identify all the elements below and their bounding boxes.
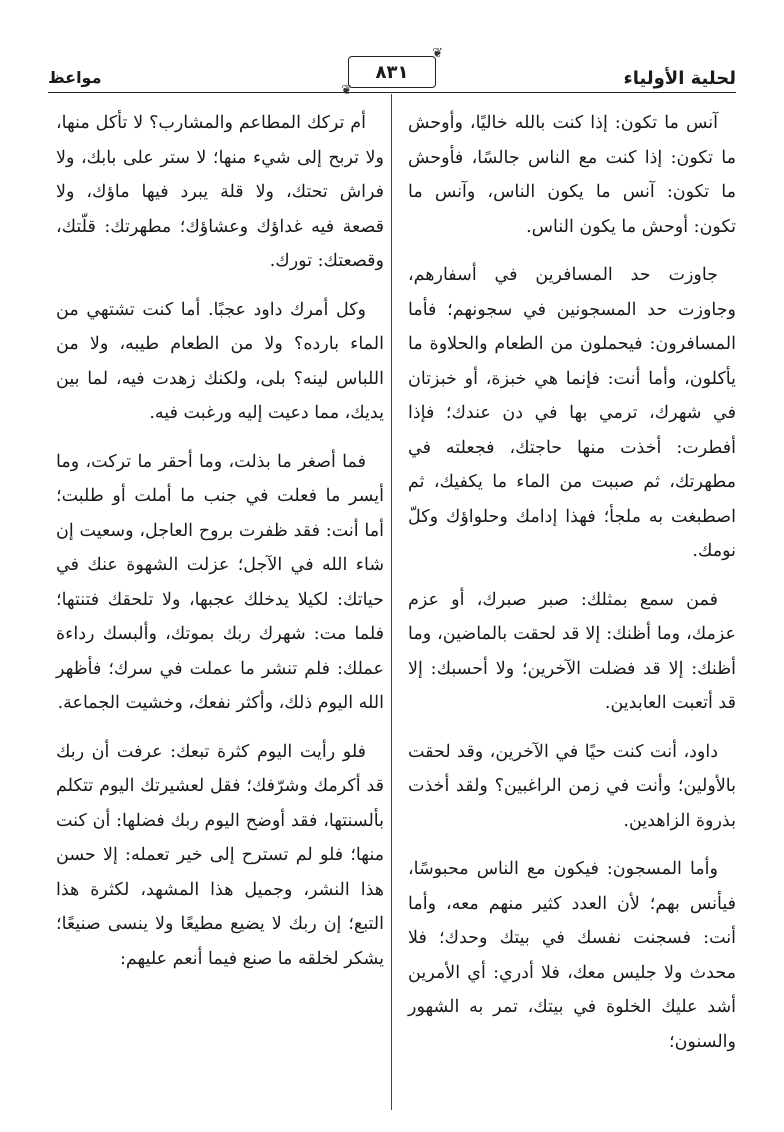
page-header — [48, 46, 736, 98]
paragraph: داود، أنت كنت حيًا في الآخرين، وقد لحقت بالأولين؛ وأنت في زمن الراغبين؟ ولقد أخذت بذروة الزاهدين. — [408, 741, 736, 831]
page-number-box — [341, 46, 443, 98]
left-column — [56, 106, 384, 990]
header-divider — [48, 92, 736, 93]
paragraph: فلو رأيت اليوم كثرة تبعك: عرفت أن ربك قد أكرمك وشرّفك؛ فقل لعشيرتك اليوم تتكلم بألسنتها، فقد أوضح اليوم ربك فضلها: أن كنت منها؛ فلو لم تسترح إلى خير تعمله: إلا حسن هذا النشر، وجميل هذا المشهد، لكثرة هذا التبع؛ إن ربك لا يضيع مطيعًا ولا ينسى صنيعًا؛ يشكر لخلقه ما صنع فيما أنعم عليهم: — [56, 741, 384, 969]
paragraph: وأما المسجون: فيكون مع الناس محبوسًا، فيأنس بهم؛ لأن العدد كثير منهم معه، وأما أنت: فسجنت نفسك في بيتك وحدك؛ فلا محدث ولا جليس معك، فلا أدري: أي الأمرين أشد عليك الخلوة في بيتك، تمر به الشهور والسنون؛ — [408, 859, 736, 1052]
section-title: مواعظ — [48, 68, 102, 87]
paragraph: جاوزت حد المسافرين في أسفارهم، وجاوزت حد المسجونين في سجونهم؛ فأما المسافرون: فيحملون من الطعام والحلاوة ما يأكلون، وأما أنت: فإنما هي خبزة، أو خبزتان في شهرك، ترمي بها في دن عندك؛ فإذا أفطرت: أخذت منها حاجتك، فجعلته في مطهرتك، ثم صببت من الماء ما يكفيك، ثم اصطبغت به ملجأ؛ فهذا إدامك وحلواؤك وكلّ نومك. — [408, 265, 736, 561]
paragraph: وكل أمرك داود عجبًا. أما كنت تشتهي من الماء بارده؟ ولا من الطعام طيبه، ولا من اللباس لينه؟ بلى، ولكنك زهدت فيه، لما بين يديك، مما دعيت إليه ورغبت فيه. — [56, 299, 384, 423]
paragraph: فما أصغر ما بذلت، وما أحقر ما تركت، وما أيسر ما فعلت في جنب ما أملت أو طلبت؛ أما أنت: فقد ظفرت بروح العاجل، وسعيت إن شاء الله في الآجل؛ عزلت الشهوة عنك في حياتك: لكيلا يدخلك عجبها، ولا تلحقك فتنتها؛ فلما مت: شهرك ربك بموتك، وألبسك رداءة عملك: فلم تنشر ما عملت في سرك؛ فأظهر الله اليوم ذلك، وأكثر نفعك، وخشيت الجماعة. — [56, 451, 384, 713]
column-divider — [391, 94, 392, 1110]
ornament-icon: ❦ — [432, 46, 443, 61]
paragraph: أم تركك المطاعم والمشارب؟ لا تأكل منها، ولا تربح إلى شيء منها؛ لا ستر على بابك، ولا فراش تحتك، ولا قلة يبرد فيها ماؤك، ولا قصعة فيه غداؤك وعشاؤك؛ مطهرتك: قلّتك، وقصعتك: تورك. — [56, 113, 384, 271]
paragraph: فمن سمع بمثلك: صبر صبرك، أو عزم عزمك، وما أظنك: إلا قد لحقت بالماضين، وما أظنك: إلا قد فضلت الآخرين؛ ولا أحسبك: إلا قد أتعبت العابدين. — [408, 589, 736, 713]
ornament-icon: ❦ — [341, 83, 352, 98]
page-number: ٨٣١ — [375, 61, 409, 83]
paragraph: آنس ما تكون: إذا كنت بالله خاليًا، وأوحش ما تكون: إذا كنت مع الناس جالسًا، فأوحش ما تكون: آنس ما يكون الناس، وآنس ما تكون: أوحش ما يكون الناس. — [408, 113, 736, 237]
book-title: لحلية الأولياء — [623, 68, 736, 89]
right-column — [408, 106, 736, 1073]
